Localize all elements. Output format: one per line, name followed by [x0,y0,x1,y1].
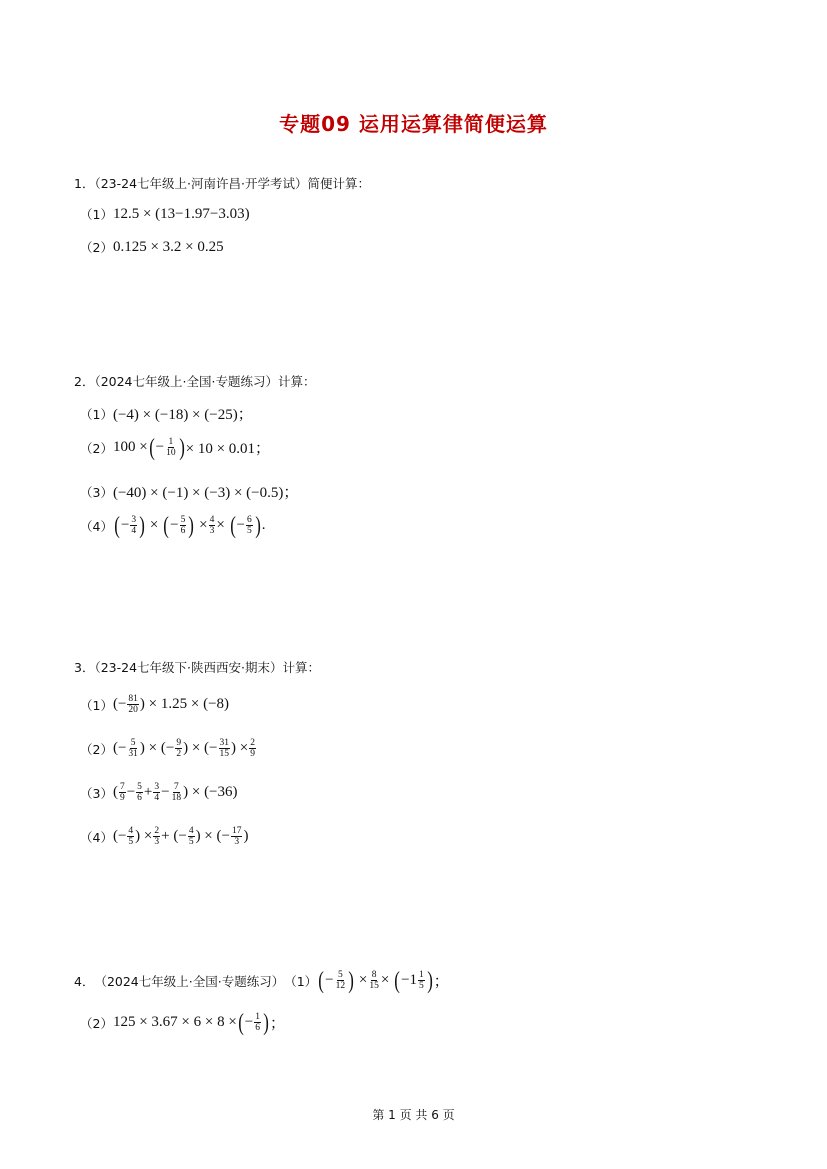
fraction [368,970,380,991]
item-label: （1） [284,973,318,989]
fraction [175,738,182,759]
fraction [171,782,183,803]
question-source: （23-24七年级下·陕西西安·期末）计算： [94,660,320,675]
numerator: 3 [154,782,160,792]
denominator: 10 [166,448,176,458]
question-number: 3． [74,660,95,675]
item-expression: ( $\frac{7}{9}$ − $\frac{5}{6}$ + $\frac{3}{4}$ − $\frac{7}{18}$ ) × (−36) [112,782,238,803]
page-footer: 第 1 页 共 6 页 [372,1108,455,1122]
paren: ( [148,434,155,461]
numerator: 5 [180,515,186,525]
paren: ( [237,1009,244,1036]
item-label: （4） [80,518,113,534]
mixed-whole: 1 [409,972,418,988]
numerator: 2 [250,738,255,748]
numerator: 4 [128,826,134,836]
numerator: 17 [231,826,242,836]
item-expression: 12.5 × (13−1.97−3.03) [112,205,250,222]
paren: ) [188,512,195,539]
fraction [209,515,216,536]
expr-part: ； [433,974,449,990]
question-2-item-2 [80,434,271,461]
fraction [231,826,243,847]
denominator: 2 [176,749,182,759]
question-number: 4． [74,973,95,989]
item-expression: 125 × 3.67 × 6 × 8 × ( − $\frac{1}{6}$ ) ； [112,1009,286,1036]
fraction [127,826,134,847]
numerator: 3 [131,515,137,525]
fraction [127,738,139,759]
denominator: 6 [255,1023,261,1033]
question-3-header [74,658,320,676]
question-3-item-4 [80,826,248,847]
expr-part: ； [270,1016,286,1032]
denominator: 12 [335,981,346,991]
paren: ( [114,512,120,539]
expr-part: × 10 × 0.01； [185,441,271,457]
question-1-item-2 [80,238,224,256]
fraction [130,515,137,536]
item-expression: (−40) × (−1) × (−3) × (−0.5)； [112,485,299,501]
denominator: 4 [131,526,137,536]
numerator: 4 [209,515,215,525]
question-number: 2． [74,374,95,389]
item-label: （2） [80,741,113,757]
fraction [219,738,231,759]
question-source: （2024七年级上·全国·专题练习）计算： [94,374,316,389]
item-expression: (− $\frac{5}{31}$ ) × (− $\frac{9}{2}$ ) × (− $\frac{31}{15}$ ) × $\frac{2}{9}$ [112,738,255,759]
denominator: 15 [369,981,379,991]
numerator: 2 [154,826,160,836]
expr-part: 125 × 3.67 × 6 × 8 × [112,1014,237,1030]
question-3-item-1 [80,694,229,715]
question-2-item-3 [80,481,298,502]
numerator: 1 [419,970,424,980]
paren: ) [348,967,354,994]
denominator: 6 [137,793,142,803]
numerator: 6 [247,515,252,525]
question-2-item-1 [80,403,253,424]
item-label: （1） [80,406,113,422]
page-title: 专题09 运用运算律简便运算 [279,112,548,136]
numerator: 5 [130,738,136,748]
question-2-item-4 [80,512,266,539]
fraction [153,782,160,803]
numerator: 7 [119,782,125,792]
expr-part: 100 × [112,439,148,455]
item-label: （2） [80,440,113,456]
denominator: 9 [119,793,125,803]
fraction [119,782,126,803]
fraction [246,515,253,536]
item-expression: (− $\frac{81}{20}$ ) × 1.25 × (−8) [112,694,230,715]
denominator: 18 [171,793,182,803]
expr-part: ) × (−36) [183,784,238,800]
paren: ( [229,512,236,539]
paren: ) [426,967,433,994]
numerator: 5 [137,782,142,792]
question-source: （2024七年级上·全国·专题练习） [94,973,285,989]
fraction [249,738,256,759]
question-source: （23-24七年级上·河南许昌·开学考试）简便计算： [94,176,370,191]
item-label: （3） [80,484,113,500]
item-expression: (−4) × (−18) × (−25)； [112,407,253,423]
question-3-item-3 [80,782,238,803]
denominator: 5 [247,526,252,536]
question-1-item-1 [80,205,250,223]
denominator: 4 [154,793,160,803]
denominator: 31 [128,749,138,759]
item-expression: ( − $\frac{3}{4}$ ) × ( − $\frac{5}{6}$ ) × $\frac{4}{3}$ × ( − $\frac{6}{5}$ ) . [114,512,266,539]
item-label: （2） [80,1015,113,1031]
question-4-item-2 [80,1009,286,1036]
denominator: 20 [128,705,138,715]
fraction [127,694,139,715]
paren: ) [178,434,185,461]
paren: ( [394,967,400,994]
question-2-header [74,372,315,390]
denominator: 5 [419,981,424,991]
paren: ) [254,512,261,539]
numerator: 4 [188,826,194,836]
fraction [136,782,143,803]
numerator: 81 [128,694,138,704]
paren: ) [139,512,145,539]
question-1-header [74,174,370,192]
item-expression: 0.125 × 3.2 × 0.25 [112,238,224,255]
numerator: 1 [255,1012,261,1022]
item-label: （4） [80,829,113,845]
numerator: 8 [371,970,377,980]
fraction [188,826,195,847]
fraction [254,1012,261,1033]
denominator: 5 [128,837,134,847]
question-4-item-1 [74,967,449,994]
paren: ) [263,1009,269,1036]
question-number: 1． [74,176,95,191]
numerator: 1 [168,437,174,447]
fraction [335,970,347,991]
item-label: （3） [80,785,113,801]
item-label: （1） [80,207,113,222]
denominator: 9 [250,749,255,759]
denominator: 5 [188,837,194,847]
expr-part: ) × 1.25 × (−8) [139,696,230,712]
item-label: （2） [80,240,113,255]
paren: ( [318,967,324,994]
item-expression: (− $\frac{4}{5}$ ) × $\frac{2}{3}$ + (− $\frac{4}{5}$ ) × (− $\frac{17}{3}$ ) [112,826,249,847]
paren: ( [163,512,169,539]
fraction [165,437,177,458]
denominator: 6 [180,526,186,536]
numerator: 31 [219,738,230,748]
denominator: 3 [209,526,215,536]
item-expression: 100 × ( − $\frac{1}{10}$ ) × 10 × 0.01； [112,434,271,461]
numerator: 5 [338,970,343,980]
numerator: 7 [173,782,179,792]
fraction [180,515,187,536]
item-expression: ( − $\frac{5}{12}$ ) × $\frac{8}{15}$ × ( − 1 $\frac{1}{5}$ ) ； [318,967,449,994]
item-label: （1） [80,697,113,713]
fraction [418,970,425,991]
denominator: 3 [154,837,160,847]
denominator: 15 [219,749,230,759]
question-3-item-2 [80,738,257,759]
fraction [153,826,160,847]
denominator: 3 [234,837,240,847]
numerator: 9 [176,738,182,748]
